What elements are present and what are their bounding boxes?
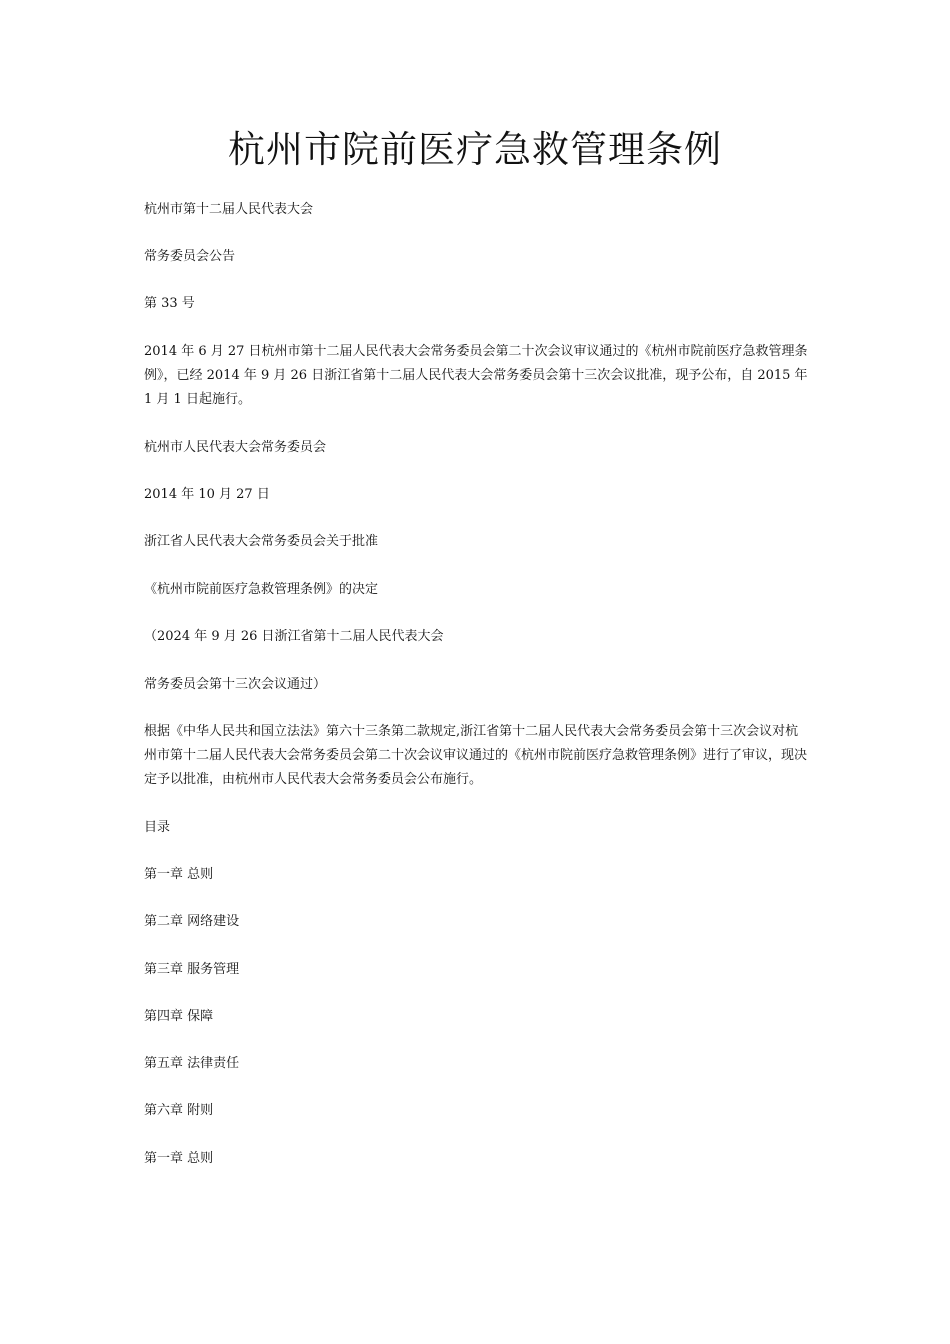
announcement-number: 第 33 号	[144, 296, 195, 311]
toc-item-chapter-2: 第二章 网络建设	[144, 914, 240, 929]
signature-issuer: 杭州市人民代表大会常务委员会	[144, 440, 327, 455]
decision-note-line-2: 常务委员会第十三次会议通过）	[144, 677, 327, 692]
toc-item-chapter-4: 第四章 保障	[144, 1009, 214, 1024]
decision-heading-line-2: 《杭州市院前医疗急救管理条例》的决定	[144, 582, 379, 597]
decision-heading-line-1: 浙江省人民代表大会常务委员会关于批准	[144, 534, 379, 549]
signature-date: 2014 年 10 月 27 日	[144, 487, 270, 502]
toc-item-chapter-5: 第五章 法律责任	[144, 1056, 240, 1071]
table-of-contents-heading: 目录	[144, 820, 171, 835]
toc-item-chapter-1: 第一章 总则	[144, 867, 214, 882]
toc-item-chapter-3: 第三章 服务管理	[144, 962, 240, 977]
announcement-heading: 常务委员会公告	[144, 249, 236, 264]
announcement-body: 2014 年 6 月 27 日杭州市第十二届人民代表大会常务委员会第二十次会议审议通过的《杭州市院前医疗急救管理条例》，已经 2014 年 9 月 26 日浙江省第十二届人民代表大会常务委员会第十三次会议批准，现予公布，自 2015 年 1 月 1 日起施行。	[144, 344, 808, 407]
document-title: 杭州市院前医疗急救管理条例	[228, 128, 722, 171]
decision-note-line-1: （2024 年 9 月 26 日浙江省第十二届人民代表大会	[144, 629, 444, 644]
decision-body: 根据《中华人民共和国立法法》第六十三条第二款规定,浙江省第十二届人民代表大会常务委员会第十三次会议对杭州市第十二届人民代表大会常务委员会第二十次会议审议通过的《杭州市院前医疗急救管理条例》进行了审议，现决定予以批准，由杭州市人民代表大会常务委员会公布施行。	[144, 724, 808, 787]
toc-item-chapter-6: 第六章 附则	[144, 1103, 214, 1118]
issuer-line: 杭州市第十二届人民代表大会	[144, 202, 314, 217]
chapter-1-heading: 第一章 总则	[144, 1151, 214, 1166]
